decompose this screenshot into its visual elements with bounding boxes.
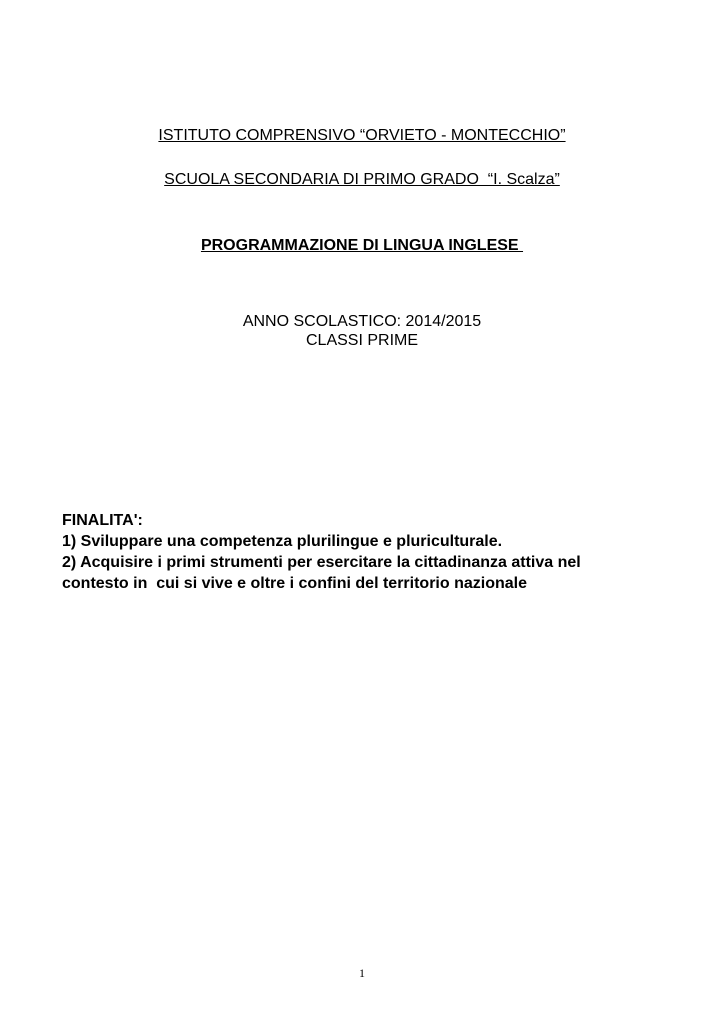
finalita-item-2-line-2: contesto in cui si vive e oltre i confini del territorio nazionale (62, 575, 527, 592)
finalita-section (62, 510, 662, 594)
page-number: 1 (359, 966, 365, 980)
finalita-heading: FINALITA': (62, 512, 143, 529)
program-title: PROGRAMMAZIONE DI LINGUA INGLESE (200, 237, 524, 254)
finalita-item-1: 1) Sviluppare una competenza plurilingue e pluriculturale. (62, 533, 503, 550)
school-year: ANNO SCOLASTICO: 2014/2015 (242, 313, 482, 330)
classes-label: CLASSI PRIME (305, 332, 419, 349)
school-title: SCUOLA SECONDARIA DI PRIMO GRADO “I. Scalza” (164, 171, 560, 188)
institute-title: ISTITUTO COMPRENSIVO “ORVIETO - MONTECCHIO” (158, 127, 566, 144)
finalita-item-2-line-1: 2) Acquisire i primi strumenti per esercitare la cittadinanza attiva nel (62, 554, 581, 571)
